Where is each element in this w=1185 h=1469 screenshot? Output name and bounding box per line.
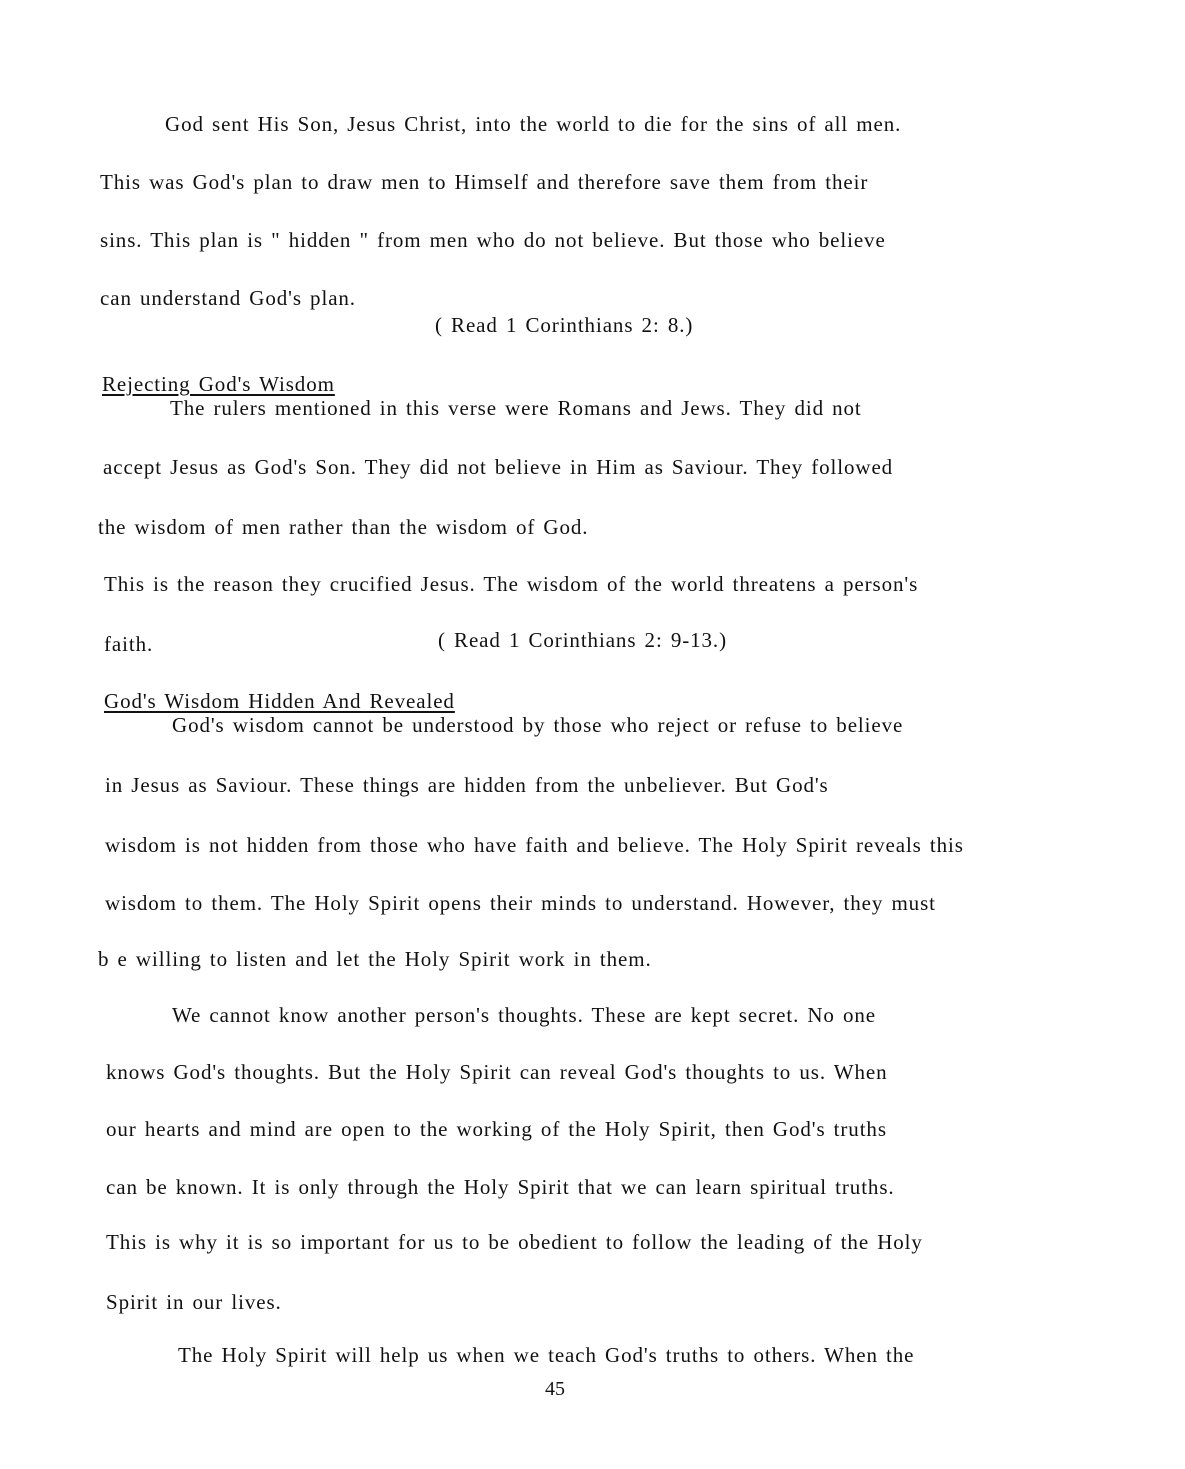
section-heading: God's Wisdom Hidden And Revealed	[104, 689, 455, 713]
text-line: sins. This plan is " hidden " from men who do not believe. But those who believe	[100, 228, 886, 252]
scripture-reference: ( Read 1 Corinthians 2: 8.)	[435, 313, 694, 337]
section-heading: Rejecting God's Wisdom	[102, 372, 335, 396]
text-line: b e willing to listen and let the Holy Spirit work in them.	[98, 947, 652, 971]
text-line: can understand God's plan.	[100, 286, 356, 310]
text-line: Spirit in our lives.	[106, 1290, 282, 1314]
text-line: We cannot know another person's thoughts. These are kept secret. No one	[172, 1003, 877, 1027]
text-line: the wisdom of men rather than the wisdom of God.	[98, 515, 589, 539]
text-line: This is why it is so important for us to be obedient to follow the leading of the Holy	[106, 1230, 923, 1254]
text-line: This is the reason they crucified Jesus. The wisdom of the world threatens a person's	[104, 572, 919, 596]
text-line: God sent His Son, Jesus Christ, into the world to die for the sins of all men.	[165, 112, 902, 136]
text-line: can be known. It is only through the Holy Spirit that we can learn spiritual truths.	[106, 1175, 895, 1199]
text-line: The Holy Spirit will help us when we teach God's truths to others. When the	[178, 1343, 915, 1367]
text-line: accept Jesus as God's Son. They did not believe in Him as Saviour. They followed	[103, 455, 894, 479]
text-line: faith.	[104, 632, 154, 656]
scripture-reference: ( Read 1 Corinthians 2: 9-13.)	[438, 628, 727, 652]
text-line: God's wisdom cannot be understood by those who reject or refuse to believe	[172, 713, 904, 737]
text-line: wisdom to them. The Holy Spirit opens their minds to understand. However, they must	[105, 891, 936, 915]
text-line: The rulers mentioned in this verse were Romans and Jews. They did not	[170, 396, 862, 420]
text-line: This was God's plan to draw men to Himself and therefore save them from their	[100, 170, 869, 194]
text-line: knows God's thoughts. But the Holy Spirit can reveal God's thoughts to us. When	[106, 1060, 888, 1084]
text-line: in Jesus as Saviour. These things are hidden from the unbeliever. But God's	[105, 773, 829, 797]
text-line: wisdom is not hidden from those who have faith and believe. The Holy Spirit reveals this	[105, 833, 964, 857]
text-line: our hearts and mind are open to the working of the Holy Spirit, then God's truths	[106, 1117, 887, 1141]
page-number: 45	[545, 1378, 565, 1400]
